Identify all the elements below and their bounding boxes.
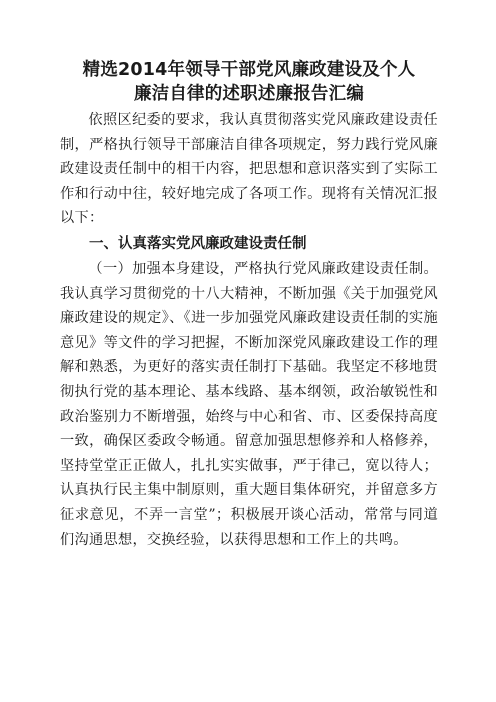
document-page xyxy=(60,58,438,552)
intro-paragraph: 依照区纪委的要求，我认真贯彻落实党风廉政建设责任制，严格执行领导干部廉洁自律各项规定，努力践行党风廉政建设责任制中的相干内容，把思想和意识落实到了实际工作和行动中往，较好地完成了各项工作。现将有关情况汇报以下： xyxy=(60,112,438,227)
section-1-paragraph-1: （一）加强本身建设，严格执行党风廉政建设责任制。我认真学习贯彻党的十八大精神，不断加强《关于加强党风廉政建设的规定》、《进一步加强党风廉政建设责任制的实施意见》等文件的学习把握，不断加深党风廉政建设工作的理解和熟悉，为更好的落实责任制打下基础。我坚定不移地贯彻执行党的基本理论、基本线路、基本纲领，政治敏锐性和政治鉴别力不断增强，始终与中心和省、市、区委保持高度一致，确保区委政令畅通。留意加强思想修养和人格修养，坚持堂堂正正做人，扎扎实实做事，严于律己，宽以待人；认真执行民主集中制原则，重大题目集体研究，并留意多方征求意见，不弄一言堂”；积极展开谈心活动，常常与同道们沟通思想，交换经验，以获得思想和工作上的共鸣。 xyxy=(60,260,438,548)
document-title xyxy=(60,58,438,106)
title-line-1: 精选2014年领导干部党风廉政建设及个人 xyxy=(82,60,416,80)
title-line-2: 廉洁自律的述职述廉报告汇编 xyxy=(133,84,365,104)
section-heading-1: 一、认真落实党风廉政建设责任制 xyxy=(89,235,307,252)
